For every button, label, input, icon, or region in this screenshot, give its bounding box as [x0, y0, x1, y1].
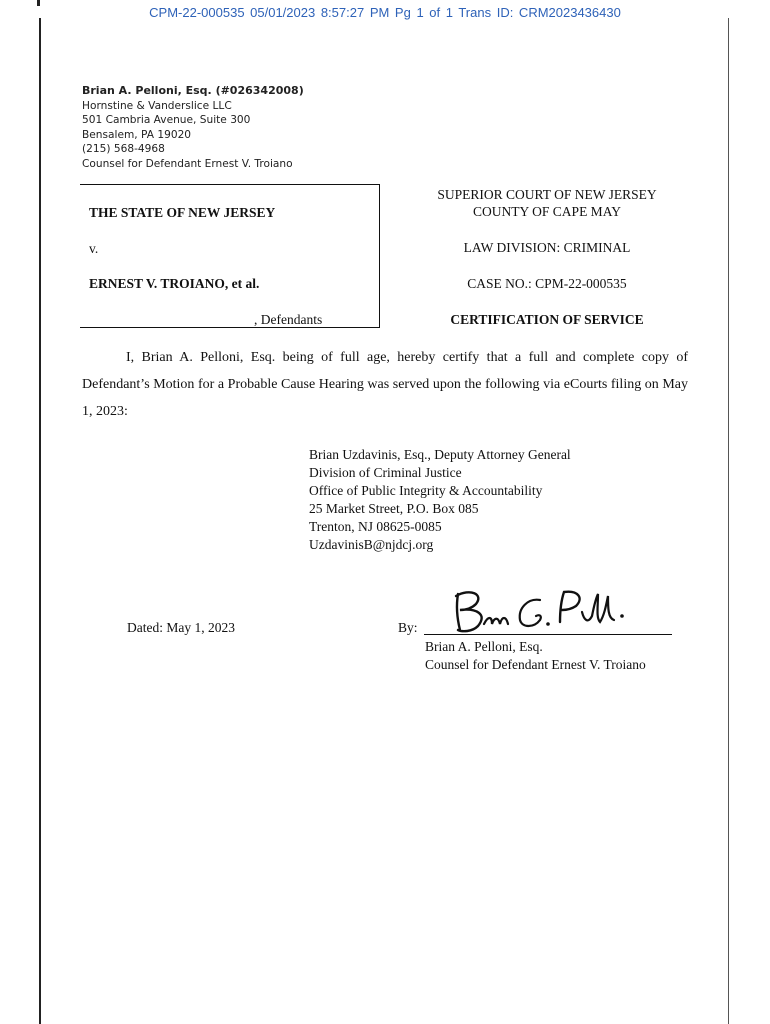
- dated-line: Dated: May 1, 2023: [127, 620, 235, 635]
- recipient-line-1: Brian Uzdavinis, Esq., Deputy Attorney General: [309, 447, 571, 462]
- attorney-block: [82, 84, 304, 172]
- attorney-firm: Hornstine & Vanderslice LLC: [82, 99, 232, 112]
- caption-plaintiff: THE STATE OF NEW JERSEY: [89, 205, 276, 220]
- page-right-border: [728, 18, 729, 1024]
- caption-versus: v.: [89, 241, 99, 256]
- attorney-role: Counsel for Defendant Ernest V. Troiano: [82, 157, 293, 170]
- attorney-address-line-1: 501 Cambria Avenue, Suite 300: [82, 114, 251, 127]
- court-name-line-1: SUPERIOR COURT OF NEW JERSEY: [437, 187, 657, 202]
- attorney-name: Brian A. Pelloni, Esq. (#026342008): [82, 84, 304, 97]
- signer-name: Brian A. Pelloni, Esq.: [425, 639, 543, 654]
- signature-line: [424, 634, 672, 635]
- by-label: By:: [398, 620, 418, 635]
- handwritten-signature: [448, 586, 638, 636]
- court-name-line-2: COUNTY OF CAPE MAY: [473, 204, 621, 219]
- recipient-block: [309, 446, 571, 554]
- caption-defendant: ERNEST V. TROIANO, et al.: [89, 276, 260, 291]
- document-title: CERTIFICATION OF SERVICE: [450, 312, 644, 327]
- recipient-line-4: 25 Market Street, P.O. Box 085: [309, 501, 479, 516]
- recipient-line-3: Office of Public Integrity & Accountability: [309, 483, 543, 498]
- attorney-phone: (215) 568-4968: [82, 143, 165, 156]
- attorney-address-line-2: Bensalem, PA 19020: [82, 128, 192, 141]
- caption-defendants-label: , Defendants: [254, 312, 323, 327]
- certification-text: I, Brian A. Pelloni, Esq. being of full age, hereby certify that a full and complete copy of Defendant’s Motion for a Probable Cause Hearing was served upon the following via eCourts filing on May 1, 2023:: [82, 350, 688, 419]
- signer-role: Counsel for Defendant Ernest V. Troiano: [425, 657, 646, 672]
- court-division: LAW DIVISION: CRIMINAL: [463, 240, 631, 255]
- recipient-line-2: Division of Criminal Justice: [309, 465, 462, 480]
- signer-block: [425, 638, 646, 674]
- filing-stamp: CPM-22-000535 05/01/2023 8:57:27 PM Pg 1 of 1 Trans ID: CRM2023436430: [149, 5, 621, 20]
- court-block: [400, 186, 694, 328]
- page-left-border: [39, 18, 41, 1024]
- recipient-line-5: Trenton, NJ 08625-0085: [309, 519, 442, 534]
- case-number: CASE NO.: CPM-22-000535: [467, 276, 627, 291]
- recipient-email: UzdavinisB@njdcj.org: [309, 537, 434, 552]
- certification-paragraph: [82, 344, 688, 425]
